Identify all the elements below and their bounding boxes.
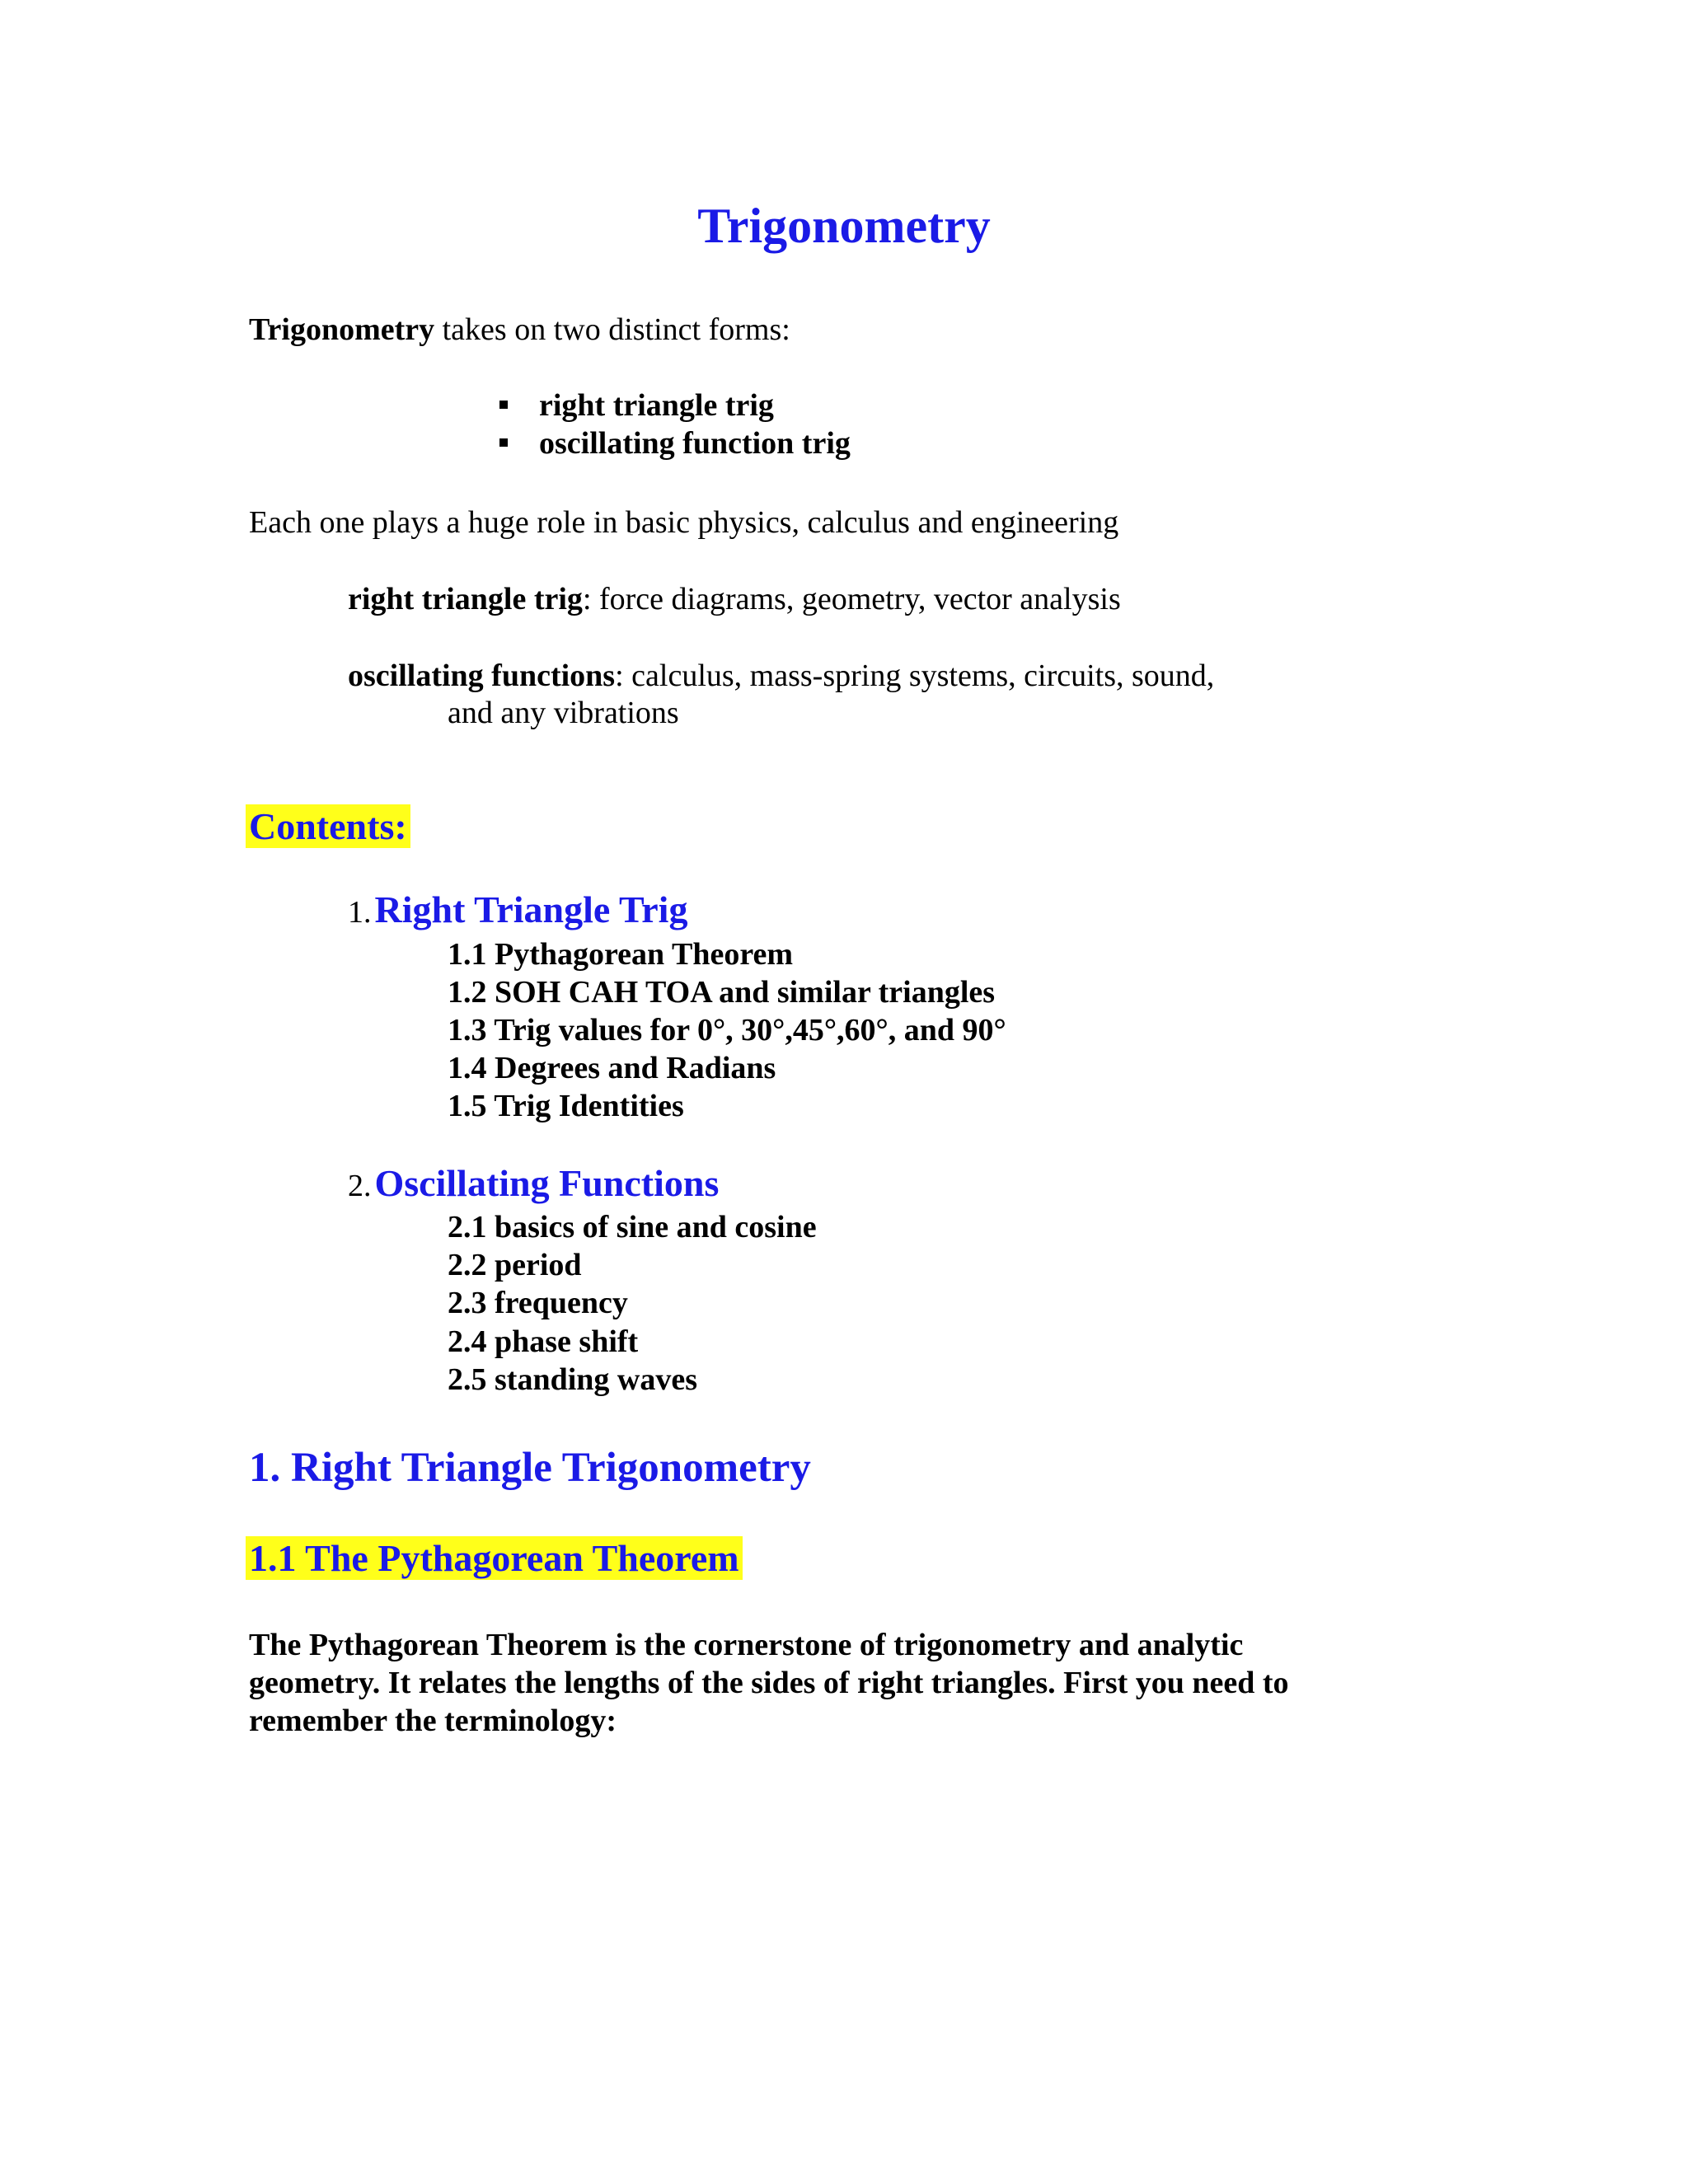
intro-term: Trigonometry [249, 312, 435, 347]
osc-uses-line2: and any vibrations [448, 696, 679, 730]
toc-item: 2.5 standing waves [448, 1362, 697, 1397]
subsection-heading: 1.1 The Pythagorean Theorem [246, 1536, 743, 1580]
square-bullet-icon [499, 401, 508, 409]
toc-section [348, 888, 687, 931]
toc-item: 1.1 Pythagorean Theorem [448, 937, 794, 972]
toc-item: 1.4 Degrees and Radians [448, 1051, 776, 1085]
osc-rest: : calculus, mass-spring systems, circuits, sound, [615, 658, 1215, 693]
bullet-item [499, 425, 851, 462]
page-title: Trigonometry [697, 199, 991, 253]
section-heading: 1. Right Triangle Trigonometry [249, 1445, 811, 1491]
toc-section-title: Right Triangle Trig [374, 888, 688, 930]
toc-section [348, 1161, 719, 1205]
toc-item: 2.4 phase shift [448, 1324, 639, 1359]
right-trig-term: right triangle trig [348, 582, 583, 616]
bullet-text: oscillating function trig [539, 426, 851, 461]
square-bullet-icon [499, 438, 508, 447]
osc-term: oscillating functions [348, 658, 616, 693]
osc-uses [348, 658, 1214, 694]
toc-item: 2.1 basics of sine and cosine [448, 1210, 817, 1244]
paragraph-line: remember the terminology: [249, 1704, 617, 1738]
toc-section-number: 1. [348, 895, 372, 930]
right-trig-rest: : force diagrams, geometry, vector analysis [582, 582, 1121, 616]
toc-item: 1.2 SOH CAH TOA and similar triangles [448, 975, 996, 1010]
role-line: Each one plays a huge role in basic physics, calculus and engineering [249, 505, 1119, 540]
toc-item: 2.2 period [448, 1248, 582, 1282]
right-trig-uses [348, 581, 1121, 617]
intro-line [249, 312, 790, 348]
paragraph-line: geometry. It relates the lengths of the sides of right triangles. First you need to [249, 1666, 1289, 1700]
paragraph-line: The Pythagorean Theorem is the cornerstone of trigonometry and analytic [249, 1628, 1244, 1662]
toc-section-number: 2. [348, 1169, 372, 1203]
bullet-item [499, 387, 774, 424]
bullet-text: right triangle trig [539, 388, 774, 423]
toc-item: 1.3 Trig values for 0°, 30°,45°,60°, and 90° [448, 1013, 1006, 1047]
toc-item: 1.5 Trig Identities [448, 1089, 684, 1123]
toc-item: 2.3 frequency [448, 1286, 628, 1320]
intro-rest: takes on two distinct forms: [434, 312, 790, 347]
toc-section-title: Oscillating Functions [374, 1162, 720, 1204]
contents-heading: Contents: [246, 804, 410, 848]
